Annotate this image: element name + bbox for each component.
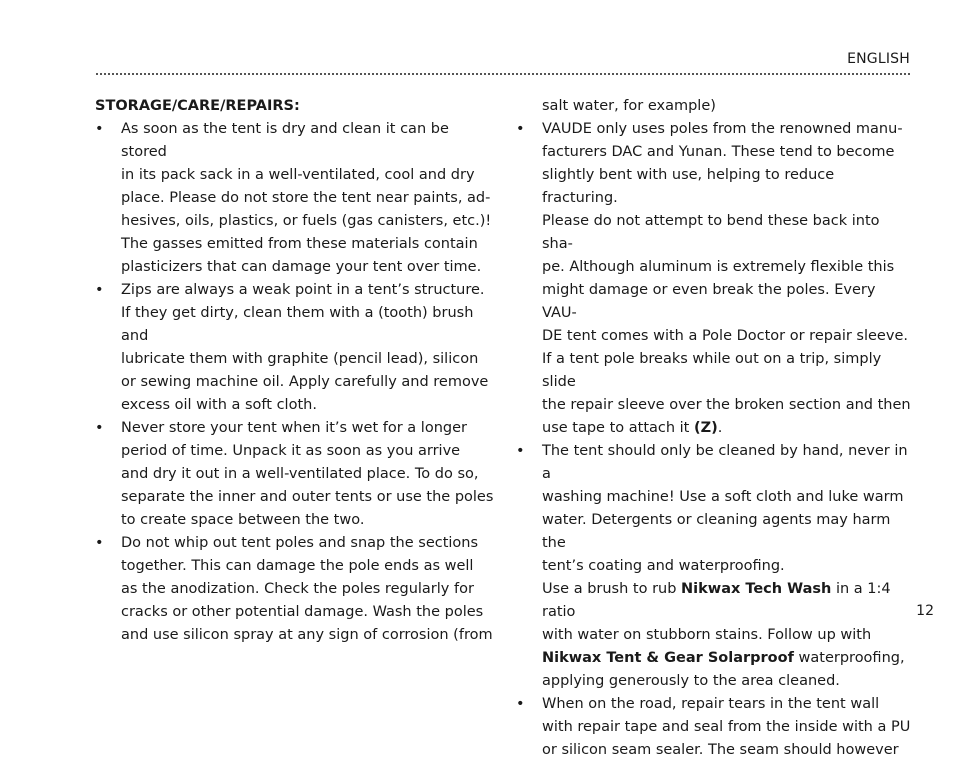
page-number: 12: [916, 603, 934, 619]
poles-end: .: [717, 420, 723, 436]
dotted-divider: [96, 73, 910, 75]
list-item: • Never store your tent when it’s wet for a longer period of time. Unpack it as soon as you arrive and dry it out in a well-ventilated place. To do so, separate the inner and outer tents or use the poles to create space between the two.: [95, 417, 495, 532]
left-column: [95, 95, 495, 647]
right-column: [516, 95, 914, 762]
product-name: Nikwax Tent & Gear Solarproof: [542, 650, 794, 666]
figure-reference: (Z): [693, 420, 718, 436]
care-list-right: [516, 118, 914, 762]
product-name: Nikwax Tech Wash: [681, 581, 832, 597]
list-item: [516, 118, 914, 440]
continued-text: salt water, for example): [542, 98, 716, 114]
list-item: • Do not whip out tent poles and snap the sections together. This can damage the pole ends as well as the anodization. Check the poles regularly for cracks or other potential damage. Wash the poles and use silicon spray at any sign of corrosion (from: [95, 532, 495, 647]
list-item: • As soon as the tent is dry and clean it can be stored in its pack sack in a well-ventilated, cool and dry place. Please do not store the tent near paints, ad- hesives, oils, plastics, or fuels (gas canisters, etc.)! The gasses emitted from these materials contain plasticizers that can damage your tent over time.: [95, 118, 495, 279]
poles-text: VAUDE only uses poles from the renowned manu- facturers DAC and Yunan. These tend to become slightly bent with use, helping to reduce fracturing. Please do not attempt to bend these back into sha- pe. Although aluminum is extremely flexible this might damage or even break the poles. Every VAU- DE tent comes with a Pole Doctor or repair sleeve. If a tent pole breaks while out on a trip, simply slide the repair sleeve over the broken section and then use tape to attach it: [542, 121, 911, 436]
list-item: • When on the road, repair tears in the tent wall with repair tape and seal from the inside with a PU or silicon seam sealer. The seam should however: [516, 693, 914, 762]
clean-end: waterproofing, applying generously to the area cleaned.: [542, 650, 905, 689]
list-item: • Zips are always a weak point in a tent’s structure. If they get dirty, clean them with a (tooth) brush and lubricate them with graphite (pencil lead), silicon or sewing machine oil. Apply carefully and remove excess oil with a soft cloth.: [95, 279, 495, 417]
list-item: [516, 440, 914, 693]
clean-mid: in a 1:4 ratio with water on stubborn stains. Follow up with: [542, 581, 891, 643]
language-label: ENGLISH: [847, 51, 910, 67]
clean-text: The tent should only be cleaned by hand, never in a washing machine! Use a soft cloth and luke warm water. Detergents or cleaning agents may harm the tent’s coating and waterproofing. Use a brush to rub: [542, 443, 908, 597]
care-list-left: [95, 118, 495, 647]
section-heading: STORAGE/CARE/REPAIRS:: [95, 98, 300, 114]
